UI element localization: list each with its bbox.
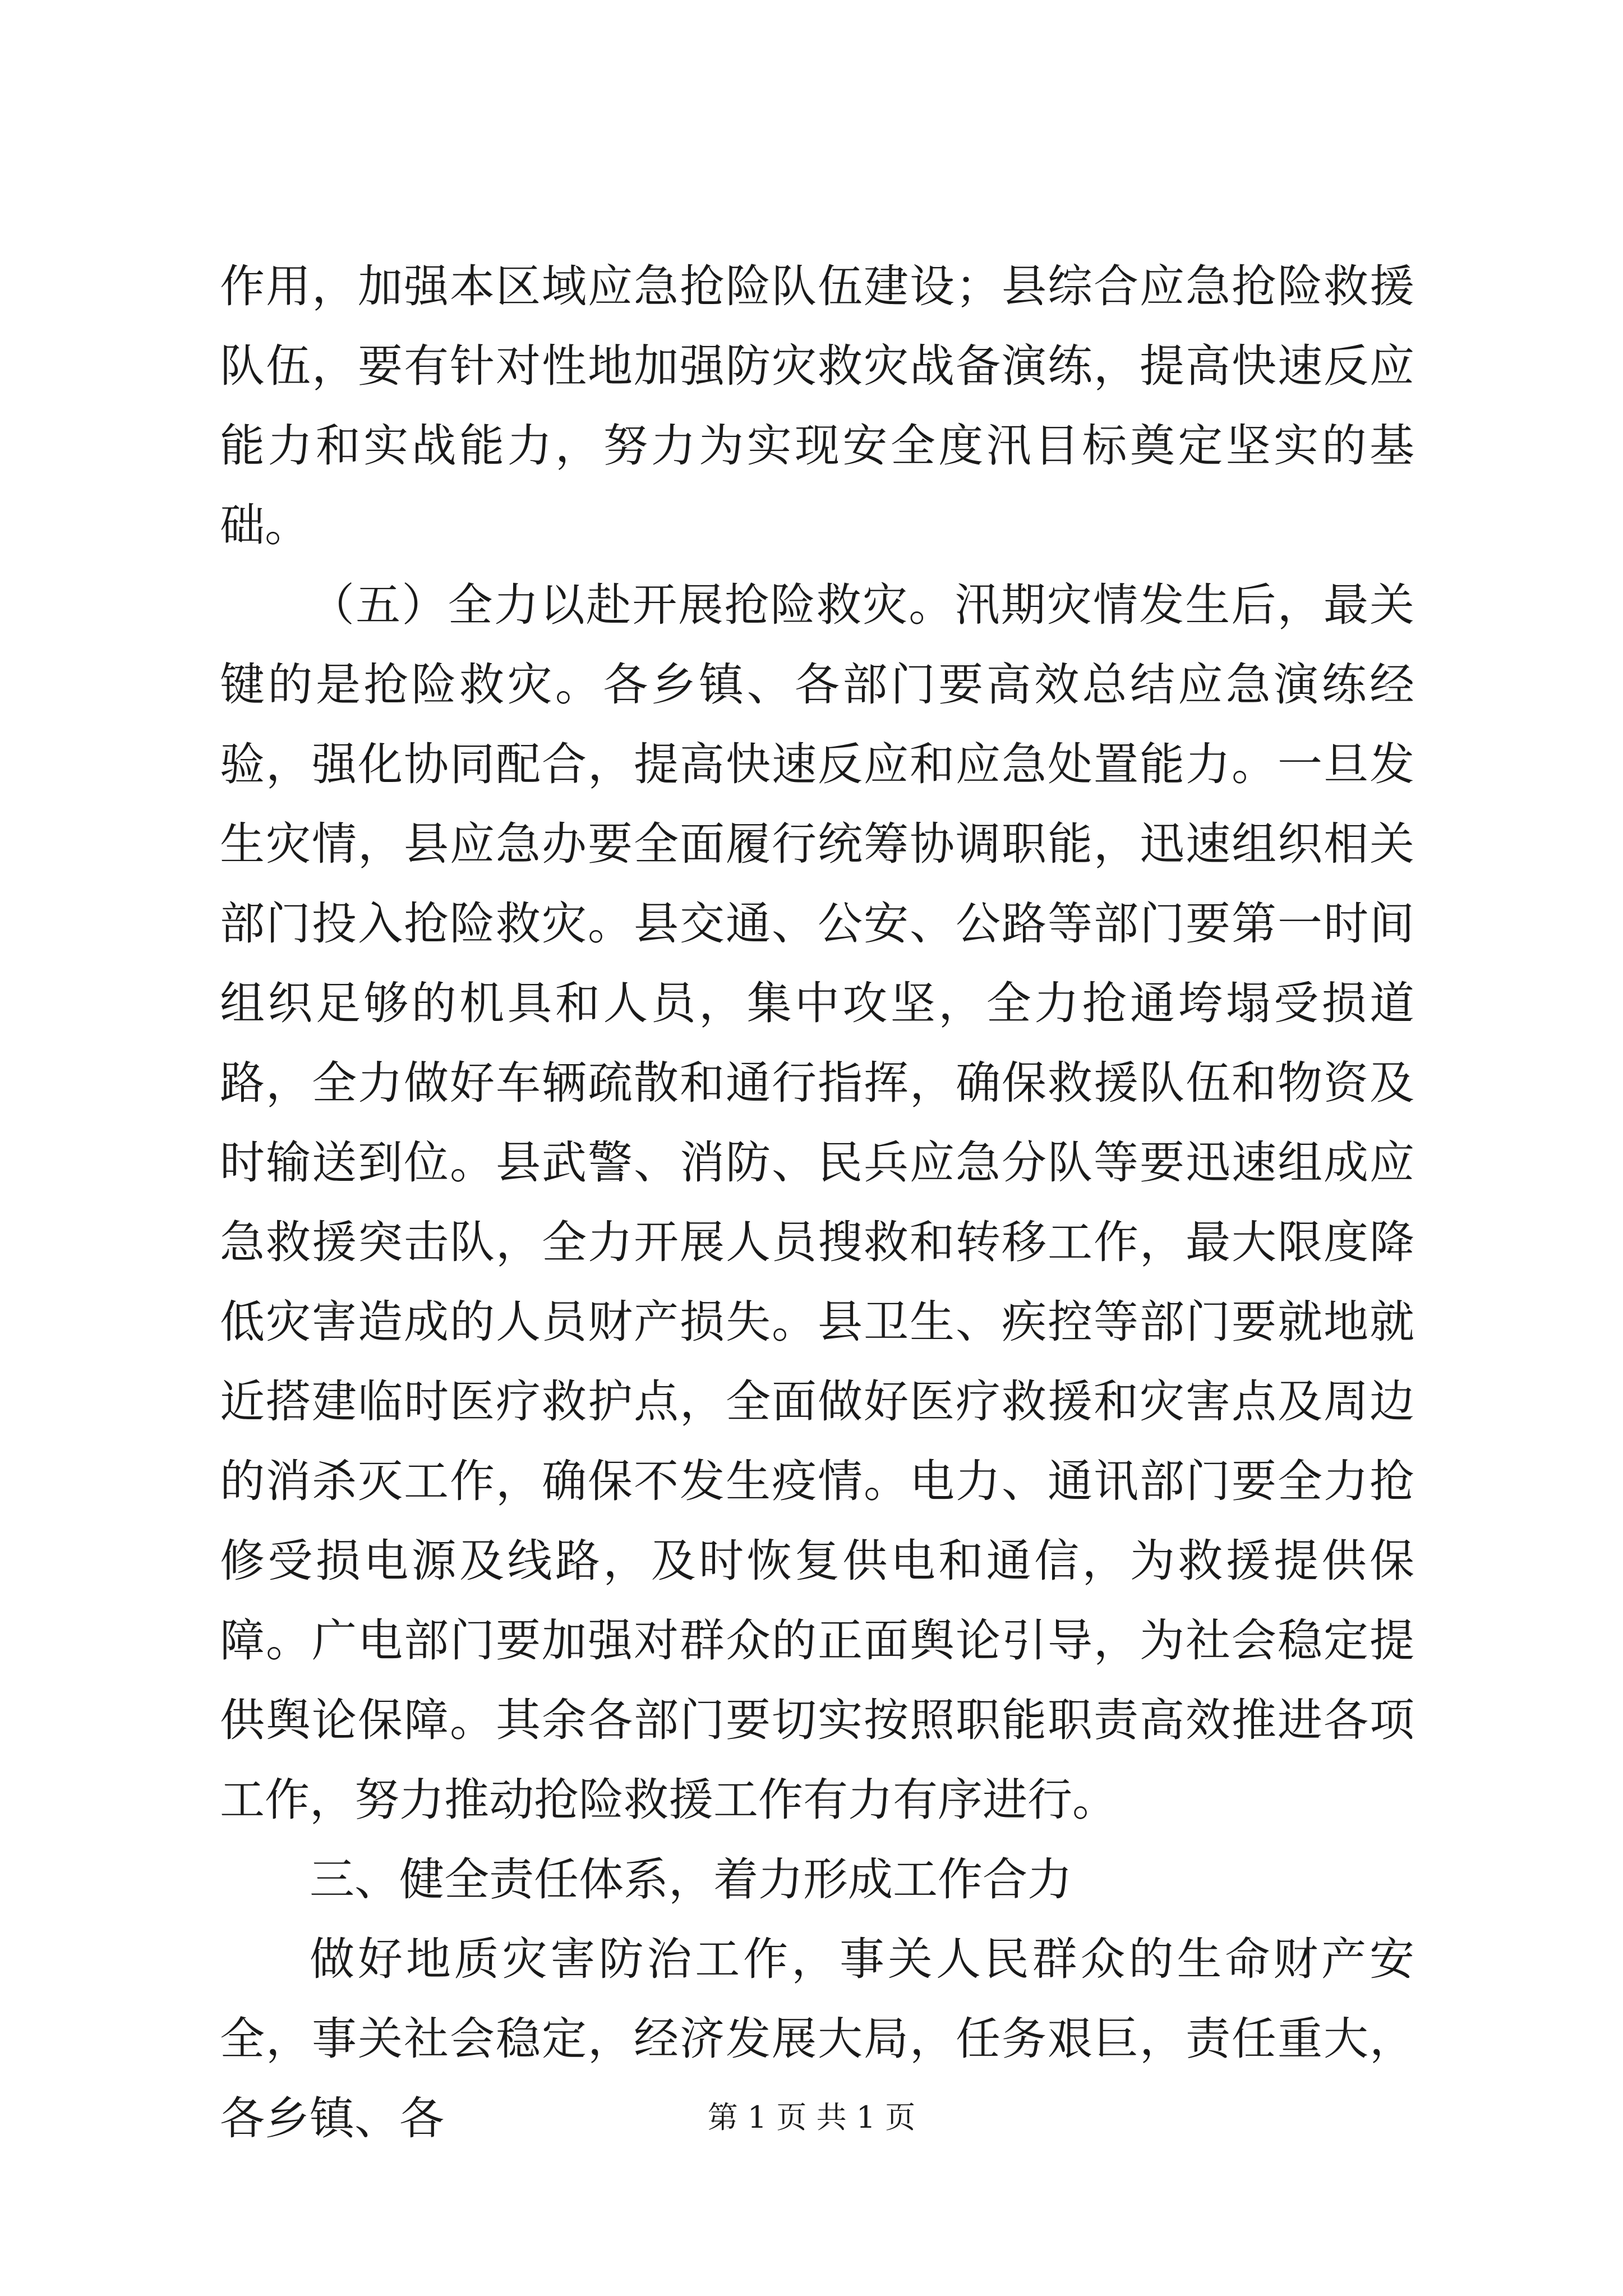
page-footer: 第 1 页 共 1 页	[707, 2100, 916, 2135]
paragraph-continuation: 作用，加强本区域应急抢险队伍建设；县综合应急抢险救援队伍，要有针对性地加强防灾救灾战备演练，提高快速反应能力和实战能力，努力为实现安全度汛目标奠定坚实的基础。	[220, 260, 1414, 551]
paragraph-responsibility: 做好地质灾害防治工作，事关人民群众的生命财产安全，事关社会稳定，经济发展大局，任务艰巨，责任重大，各乡镇、各	[220, 1933, 1414, 2145]
paragraph-rescue-section: （五）全力以赴开展抢险救灾。汛期灾情发生后，最关键的是抢险救灾。各乡镇、各部门要高效总结应急演练经验，强化协同配合，提高快速反应和应急处置能力。一旦发生灾情，县应急办要全面履行统筹协调职能，迅速组织相关部门投入抢险救灾。县交通、公安、公路等部门要第一时间组织足够的机具和人员，集中攻坚，全力抢通垮塌受损道路，全力做好车辆疏散和通行指挥，确保救援队伍和物资及时输送到位。县武警、消防、民兵应急分队等要迅速组成应急救援突击队，全力开展人员搜救和转移工作，最大限度降低灾害造成的人员财产损失。县卫生、疾控等部门要就地就近搭建临时医疗救护点，全面做好医疗救援和灾害点及周边的消杀灭工作，确保不发生疫情。电力、通讯部门要全力抢修受损电源及线路，及时恢复供电和通信，为救援提供保障。广电部门要加强对群众的正面舆论引导，为社会稳定提供舆论保障。其余各部门要切实按照职能职责高效推进各项工作，努力推动抢险救援工作有力有序进行。	[220, 579, 1414, 1826]
document-body	[220, 247, 1414, 2159]
section-heading: 三、健全责任体系，着力形成工作合力	[310, 1853, 1072, 1906]
